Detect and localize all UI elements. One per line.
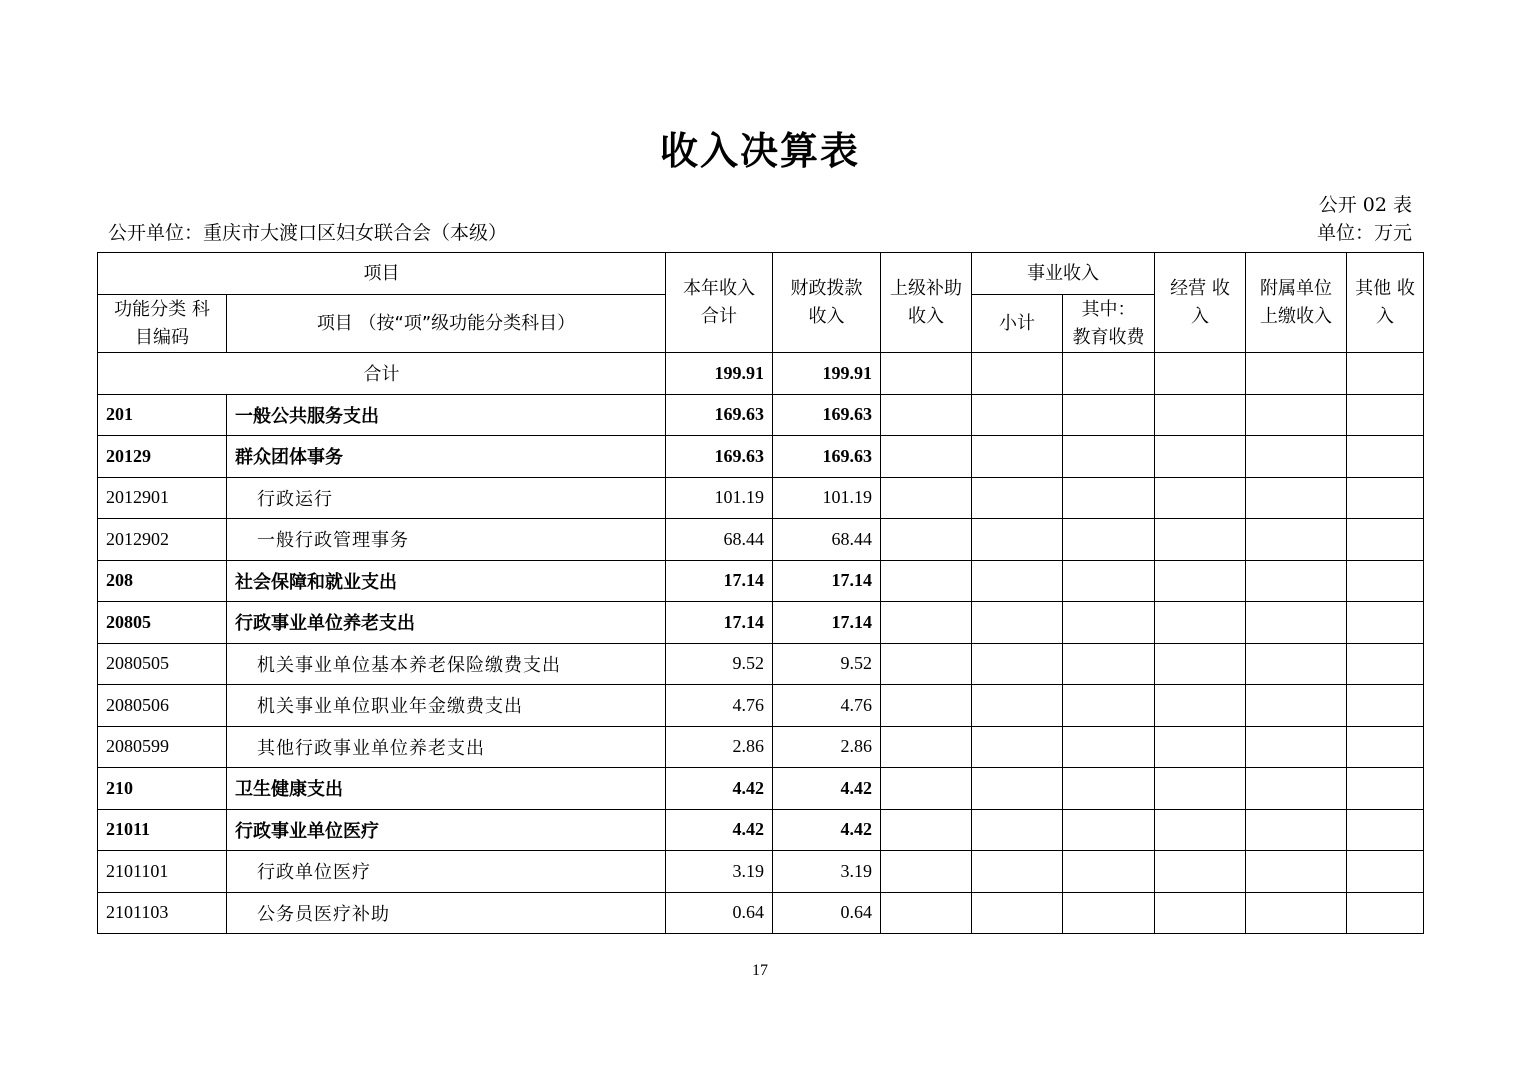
row-name: 社会保障和就业支出 [227,560,666,602]
empty-cell [1347,685,1424,727]
empty-cell [1246,726,1347,768]
empty-cell [1155,477,1246,519]
empty-cell [1155,892,1246,934]
header-total-income: 本年收入 合计 [666,253,773,353]
empty-cell [1347,768,1424,810]
row-total-income: 9.52 [666,643,773,685]
row-fiscal: 17.14 [773,560,881,602]
empty-cell [1063,394,1155,436]
empty-cell [1063,602,1155,644]
empty-cell [972,394,1063,436]
row-fiscal: 101.19 [773,477,881,519]
row-code: 2101101 [98,851,227,893]
empty-cell [972,892,1063,934]
table-row [98,809,1424,851]
row-code: 2080505 [98,643,227,685]
empty-cell [972,353,1063,395]
header-other: 其他 收入 [1347,253,1424,353]
empty-cell [1063,685,1155,727]
total-label: 合计 [98,353,666,395]
empty-cell [1347,519,1424,561]
empty-cell [1347,436,1424,478]
empty-cell [972,519,1063,561]
header-code: 功能分类 科目编码 [98,295,227,353]
row-name: 公务员医疗补助 [227,892,666,934]
table-row [98,436,1424,478]
empty-cell [1246,436,1347,478]
reporting-organization: 公开单位：重庆市大渡口区妇女联合会（本级） [108,222,508,244]
empty-cell [972,768,1063,810]
empty-cell [881,685,972,727]
empty-cell [972,477,1063,519]
empty-cell [1063,560,1155,602]
row-fiscal: 3.19 [773,851,881,893]
table-row [98,726,1424,768]
empty-cell [972,726,1063,768]
row-total-income: 4.42 [666,768,773,810]
row-name: 机关事业单位职业年金缴费支出 [227,685,666,727]
table-row [98,602,1424,644]
empty-cell [972,685,1063,727]
row-total-income: 0.64 [666,892,773,934]
row-fiscal: 4.76 [773,685,881,727]
empty-cell [1347,394,1424,436]
header-superior-subsidy: 上级补助 收入 [881,253,972,353]
row-code: 2080599 [98,726,227,768]
row-total-income: 2.86 [666,726,773,768]
empty-cell [1246,353,1347,395]
row-fiscal: 2.86 [773,726,881,768]
row-fiscal: 169.63 [773,436,881,478]
row-total-income: 169.63 [666,394,773,436]
empty-cell [881,477,972,519]
empty-cell [881,519,972,561]
row-code: 210 [98,768,227,810]
row-total-income: 169.63 [666,436,773,478]
empty-cell [1246,519,1347,561]
empty-cell [1246,560,1347,602]
empty-cell [1347,809,1424,851]
empty-cell [1063,477,1155,519]
row-fiscal: 68.44 [773,519,881,561]
row-code: 2012901 [98,477,227,519]
empty-cell [881,602,972,644]
row-name: 行政事业单位医疗 [227,809,666,851]
empty-cell [1347,477,1424,519]
header-business-income: 事业收入 [972,253,1155,295]
empty-cell [972,643,1063,685]
header-name: 项目 （按“项”级功能分类科目） [227,295,666,353]
row-name: 群众团体事务 [227,436,666,478]
row-code: 208 [98,560,227,602]
total-fiscal-value: 199.91 [773,353,881,395]
empty-cell [1155,685,1246,727]
row-name: 卫生健康支出 [227,768,666,810]
header-fiscal: 财政拨款 收入 [773,253,881,353]
row-total-income: 17.14 [666,560,773,602]
table-row [98,851,1424,893]
row-fiscal: 169.63 [773,394,881,436]
empty-cell [1246,809,1347,851]
empty-cell [1063,643,1155,685]
row-name: 行政单位医疗 [227,851,666,893]
table-row [98,560,1424,602]
currency-unit: 单位：万元 [1316,222,1412,244]
empty-cell [1155,353,1246,395]
empty-cell [1246,394,1347,436]
row-code: 21011 [98,809,227,851]
row-total-income: 4.42 [666,809,773,851]
row-fiscal: 4.42 [773,809,881,851]
empty-cell [881,726,972,768]
form-number: 公开 02 表 [1318,194,1412,216]
empty-cell [1063,809,1155,851]
empty-cell [881,643,972,685]
table-row [98,685,1424,727]
table-row [98,643,1424,685]
empty-cell [1063,436,1155,478]
empty-cell [1155,726,1246,768]
page-title: 收入决算表 [659,129,860,173]
header-affiliated: 附属单位 上缴收入 [1246,253,1347,353]
row-name: 行政运行 [227,477,666,519]
table-row [98,477,1424,519]
empty-cell [1155,768,1246,810]
row-fiscal: 0.64 [773,892,881,934]
row-total-income: 17.14 [666,602,773,644]
empty-cell [972,809,1063,851]
row-name: 其他行政事业单位养老支出 [227,726,666,768]
empty-cell [1246,685,1347,727]
table-row [98,768,1424,810]
empty-cell [881,768,972,810]
empty-cell [1155,560,1246,602]
empty-cell [1246,477,1347,519]
empty-cell [1347,353,1424,395]
income-table [97,252,1424,934]
table-row [98,394,1424,436]
empty-cell [1347,643,1424,685]
row-total-income: 3.19 [666,851,773,893]
total-row [98,353,1424,395]
row-fiscal: 4.42 [773,768,881,810]
header-project: 项目 [98,253,666,295]
header-subtotal: 小计 [972,295,1063,353]
empty-cell [1347,726,1424,768]
empty-cell [972,560,1063,602]
empty-cell [972,436,1063,478]
empty-cell [1155,851,1246,893]
empty-cell [881,560,972,602]
row-code: 20129 [98,436,227,478]
empty-cell [881,809,972,851]
empty-cell [1155,602,1246,644]
empty-cell [1246,643,1347,685]
row-code: 2080506 [98,685,227,727]
row-fiscal: 9.52 [773,643,881,685]
row-code: 20805 [98,602,227,644]
row-fiscal: 17.14 [773,602,881,644]
table-row [98,519,1424,561]
row-total-income: 4.76 [666,685,773,727]
header-operating: 经营 收入 [1155,253,1246,353]
row-code: 2101103 [98,892,227,934]
empty-cell [881,851,972,893]
total-income-value: 199.91 [666,353,773,395]
empty-cell [1063,519,1155,561]
empty-cell [1347,602,1424,644]
row-name: 机关事业单位基本养老保险缴费支出 [227,643,666,685]
row-name: 一般公共服务支出 [227,394,666,436]
empty-cell [881,436,972,478]
empty-cell [1063,768,1155,810]
empty-cell [1246,892,1347,934]
row-name: 一般行政管理事务 [227,519,666,561]
empty-cell [881,892,972,934]
empty-cell [972,851,1063,893]
empty-cell [1347,851,1424,893]
empty-cell [972,602,1063,644]
row-total-income: 68.44 [666,519,773,561]
empty-cell [1155,643,1246,685]
header-education-fees: 其中： 教育收费 [1063,295,1155,353]
empty-cell [1155,394,1246,436]
page-number: 17 [752,962,768,979]
empty-cell [1063,726,1155,768]
empty-cell [1155,809,1246,851]
empty-cell [1246,851,1347,893]
row-name: 行政事业单位养老支出 [227,602,666,644]
empty-cell [1347,892,1424,934]
empty-cell [1063,892,1155,934]
table-row [98,892,1424,934]
empty-cell [1246,602,1347,644]
empty-cell [1155,519,1246,561]
empty-cell [881,353,972,395]
empty-cell [881,394,972,436]
row-total-income: 101.19 [666,477,773,519]
empty-cell [1347,560,1424,602]
empty-cell [1063,851,1155,893]
row-code: 201 [98,394,227,436]
empty-cell [1155,436,1246,478]
empty-cell [1246,768,1347,810]
row-code: 2012902 [98,519,227,561]
empty-cell [1063,353,1155,395]
